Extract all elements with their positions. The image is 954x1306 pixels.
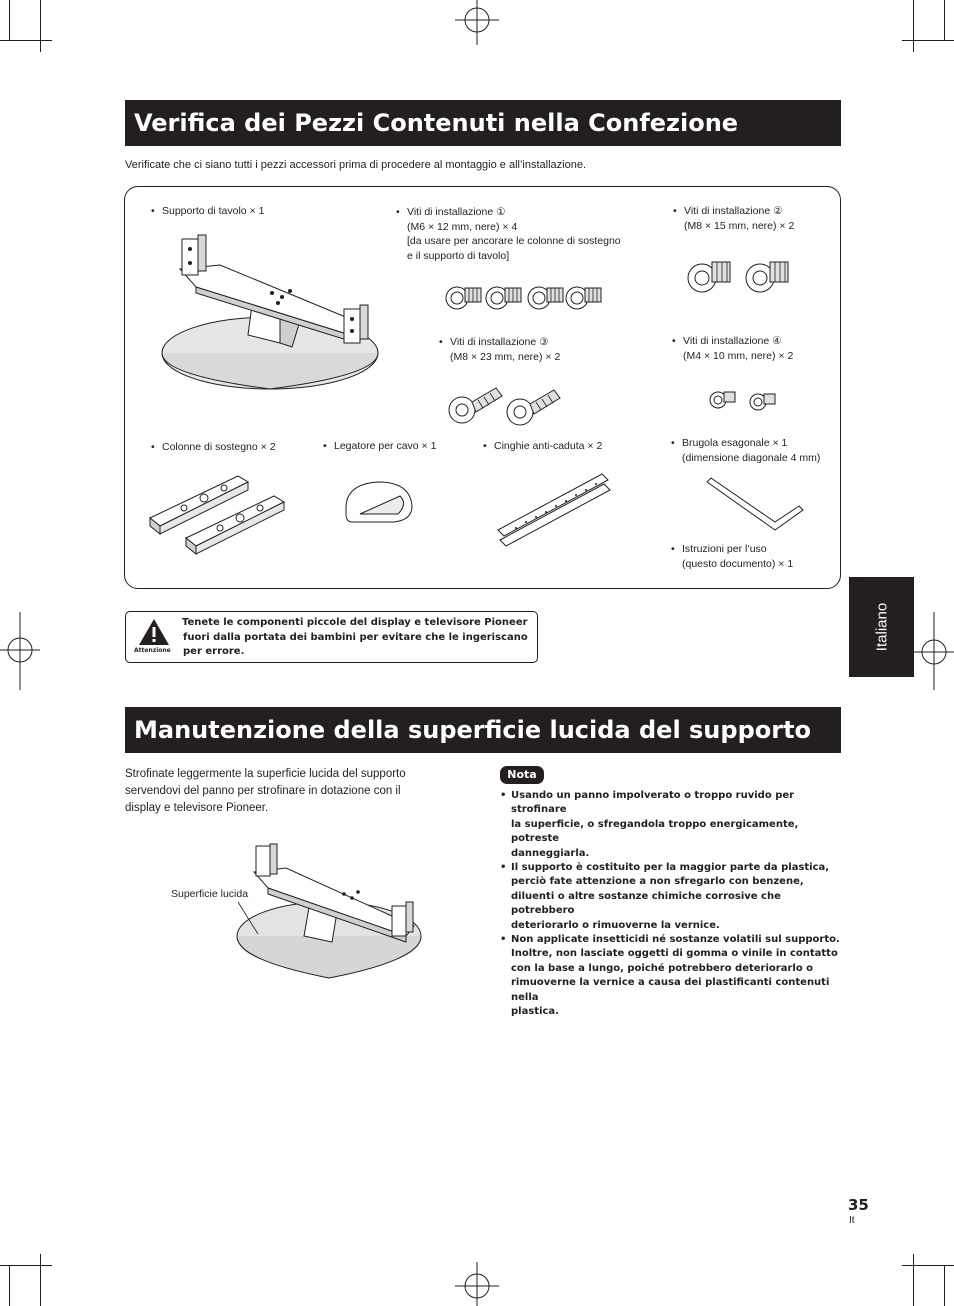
- screws-m6-illustration: [443, 278, 605, 314]
- part-straps-label: • Cinghie anti-caduta × 2: [483, 440, 603, 452]
- stand-glossy-illustration: [234, 842, 424, 984]
- anti-fall-straps-illustration: [496, 470, 614, 546]
- section1-title: Verifica dei Pezzi Contenuti nella Confezione: [125, 100, 841, 146]
- screws-m8-23-illustration: [446, 382, 572, 430]
- part-screws1-label: • Viti di installazione ① (M6 × 12 mm, nere) × 4 [da usare per ancorare le colonne di sostegno e il supporto di tavolo]: [396, 206, 621, 262]
- nota-list: [500, 789, 845, 1020]
- part-screws2-label: • Viti di installazione ② (M8 × 15 mm, nere) × 2: [673, 205, 795, 232]
- nota-item: • Il supporto è costituito per la maggior parte da plastica, perciò fate attenzione a non sfregarlo con benzene, diluenti o altre sostanze chimiche corrosive che potrebbero deteriorarlo o rimuoverne la vernice.: [500, 861, 845, 933]
- nota-item: • Usando un panno impolverato o troppo ruvido per strofinare la superficie, o sfregandola troppo energicamente, potreste danneggiarla.: [500, 789, 845, 861]
- stand-illustration: [160, 225, 380, 395]
- registration-mark-right: [912, 610, 954, 690]
- hex-key-illustration: [703, 476, 807, 534]
- warning-icon-label: Attenzione: [134, 647, 171, 654]
- warning-triangle-icon: [138, 618, 170, 646]
- glossy-surface-callout: Superficie lucida: [171, 888, 249, 900]
- warning-text: Tenete le componenti piccole del display e televisore Pioneer fuori dalla portata dei bambini per evitare che le ingeriscano per errore.: [182, 617, 528, 657]
- section1-intro: Verificate che ci siano tutti i pezzi accessori prima di procedere al montaggio e all’installazione.: [125, 159, 587, 171]
- language-side-tab: [849, 577, 914, 677]
- part-screws4-label: • Viti di installazione ④ (M4 × 10 mm, nere) × 2: [672, 335, 794, 362]
- section2-title: Manutenzione della superficie lucida del supporto: [125, 707, 841, 753]
- warning-box: [125, 611, 538, 663]
- support-columns-illustration: [148, 470, 288, 556]
- part-manual-label: • Istruzioni per l’uso (questo documento) × 1: [671, 543, 794, 570]
- part-screws3-label: • Viti di installazione ③ (M8 × 23 mm, nere) × 2: [439, 336, 561, 363]
- screws-m4-illustration: [708, 384, 784, 414]
- part-columns-label: • Colonne di sostegno × 2: [151, 441, 276, 453]
- language-side-tab-label: Italiano: [873, 602, 890, 652]
- nota-item: • Non applicate insetticidi né sostanze volatili sul supporto. Inoltre, non lasciate oggetti di gomma o vinile in contatto con la base a lungo, poiché potrebbero deteriorarlo o rimuoverne la vernice a causa dei plastificanti contenuti nella plastica.: [500, 933, 845, 1019]
- section2-body: Strofinate leggermente la superficie lucida del supporto servendovi del panno per strofinare in dotazione con il display e televisore Pioneer.: [125, 768, 406, 814]
- part-cable-tie-label: • Legatore per cavo × 1: [323, 440, 437, 452]
- cable-tie-illustration: [338, 478, 418, 526]
- registration-mark-left: [0, 610, 44, 690]
- nota-badge: Nota: [500, 766, 544, 784]
- page-number: 35: [848, 1196, 869, 1214]
- screws-m8-15-illustration: [686, 254, 801, 298]
- part-stand-label: • Supporto di tavolo × 1: [151, 205, 265, 217]
- part-hex-key-label: • Brugola esagonale × 1 (dimensione diagonale 4 mm): [671, 437, 821, 464]
- registration-mark-bottom: [437, 1262, 517, 1306]
- registration-mark-top: [437, 0, 517, 52]
- page-language-code: It: [849, 1215, 855, 1226]
